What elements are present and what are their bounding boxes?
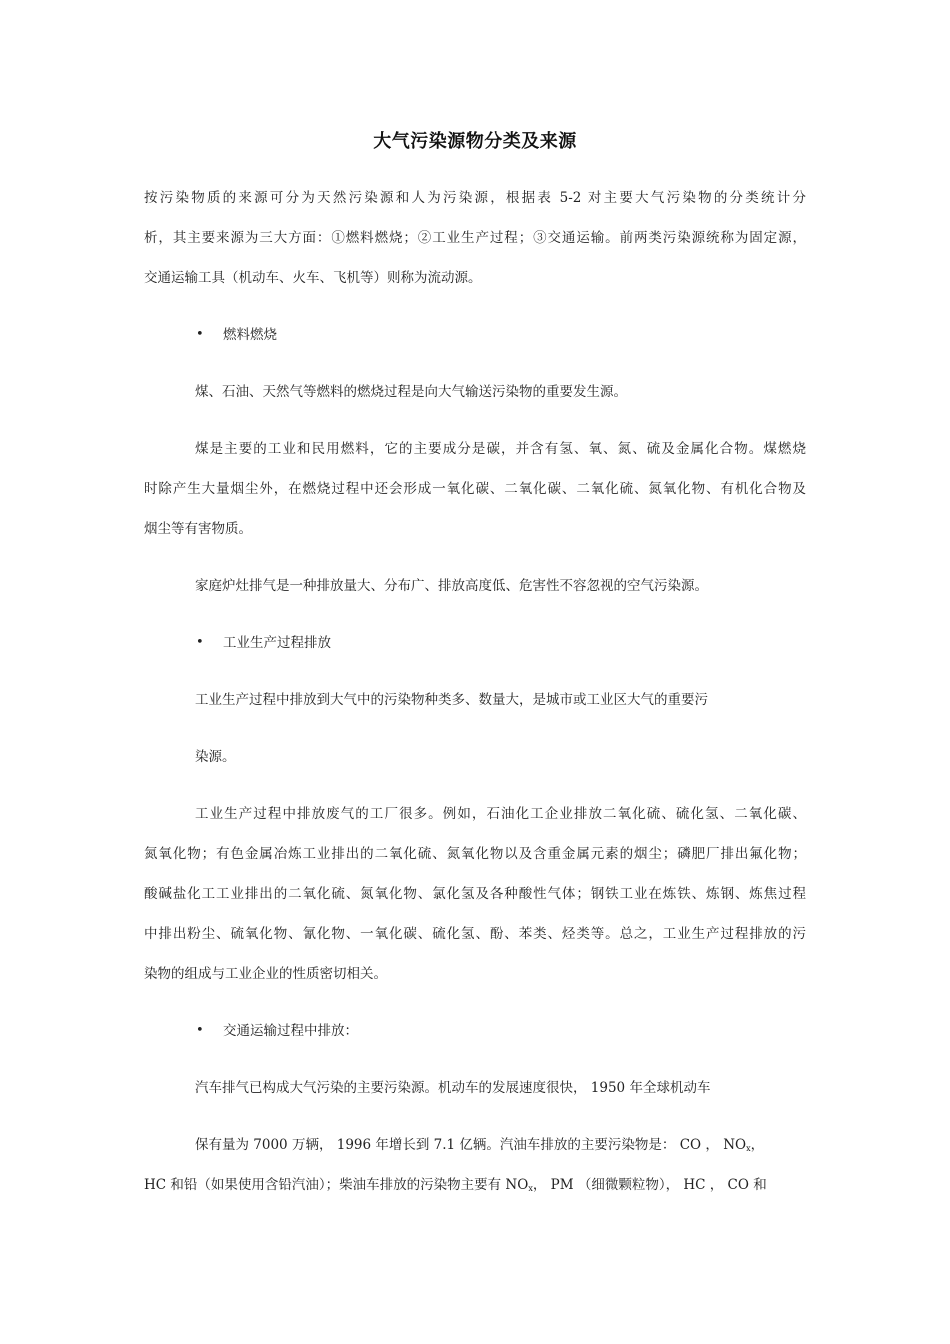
transport-paragraph-1: 汽车排气已构成大气污染的主要污染源。机动车的发展速度很快， 1950 年全球机动车 [195,1080,711,1096]
bullet-icon: • [196,327,204,342]
fuel-paragraph-2-line-1: 煤是主要的工业和民用燃料，它的主要成分是碳，并含有氢、氧、氮、硫及金属化合物。煤燃烧 [195,441,806,457]
fuel-paragraph-2-line-2: 时除产生大量烟尘外，在燃烧过程中还会形成一氧化碳、二氧化碳、二氧化硫、氮氧化物、有机化合物及 [144,481,806,497]
section-heading-industrial: 工业生产过程排放 [223,635,331,651]
bullet-icon: • [196,1023,204,1038]
industrial-paragraph-2-line-4: 中排出粉尘、硫氧化物、氰化物、一氧化碳、硫化氢、酚、苯类、烃类等。总之，工业生产过程排放的污 [144,926,806,942]
fuel-paragraph-2-line-3: 烟尘等有害物质。 [144,521,252,537]
transport-paragraph-2-line-1 [195,1135,764,1159]
industrial-paragraph-2-line-3: 酸碱盐化工工业排出的二氧化硫、氮氧化物、氯化氢及各种酸性气体；钢铁工业在炼铁、炼钢、炼焦过程 [144,886,806,902]
intro-line-3: 交通运输工具（机动车、火车、飞机等）则称为流动源。 [144,270,482,286]
fuel-paragraph-3: 家庭炉灶排气是一种排放量大、分布广、排放高度低、危害性不容忽视的空气污染源。 [195,578,708,594]
section-heading-transport: 交通运输过程中排放： [223,1023,358,1039]
industrial-paragraph-2-line-2: 氮氧化物；有色金属冶炼工业排出的二氧化硫、氮氧化物以及含重金属元素的烟尘；磷肥厂排出氟化物； [144,846,806,862]
industrial-paragraph-1a: 工业生产过程中排放到大气中的污染物种类多、数量大，是城市或工业区大气的重要污 [195,692,708,708]
bullet-icon: • [196,635,204,650]
subscript-x: x [528,1184,533,1193]
subscript-x: x [746,1144,751,1153]
intro-line-2: 析，其主要来源为三大方面：①燃料燃烧；②工业生产过程；③交通运输。前两类污染源统称为固定源， [144,230,806,246]
transport-text: ， [750,1137,765,1153]
transport-text: HC 和铅（如果使用含铅汽油）；柴油车排放的污染物主要有 NO [144,1177,529,1193]
transport-text: ， PM （细微颗粒物）， HC ， CO 和 [532,1177,767,1193]
fuel-paragraph-1: 煤、石油、天然气等燃料的燃烧过程是向大气输送污染物的重要发生源。 [195,384,627,400]
industrial-paragraph-2-line-5: 染物的组成与工业企业的性质密切相关。 [144,966,387,982]
industrial-paragraph-1b: 染源。 [195,749,236,765]
intro-line-1: 按污染物质的来源可分为天然污染源和人为污染源，根据表 5-2 对主要大气污染物的分类统计分 [144,190,806,206]
transport-paragraph-2-line-2 [144,1175,767,1199]
section-heading-fuel-combustion: 燃料燃烧 [223,327,277,343]
transport-text: 保有量为 7000 万辆， 1996 年增长到 7.1 亿辆。汽油车排放的主要污染物是： CO ， NO [195,1137,747,1153]
document-title: 大气污染源物分类及来源 [373,131,577,152]
industrial-paragraph-2-line-1: 工业生产过程中排放废气的工厂很多。例如，石油化工企业排放二氧化硫、硫化氢、二氧化碳、 [195,806,806,822]
